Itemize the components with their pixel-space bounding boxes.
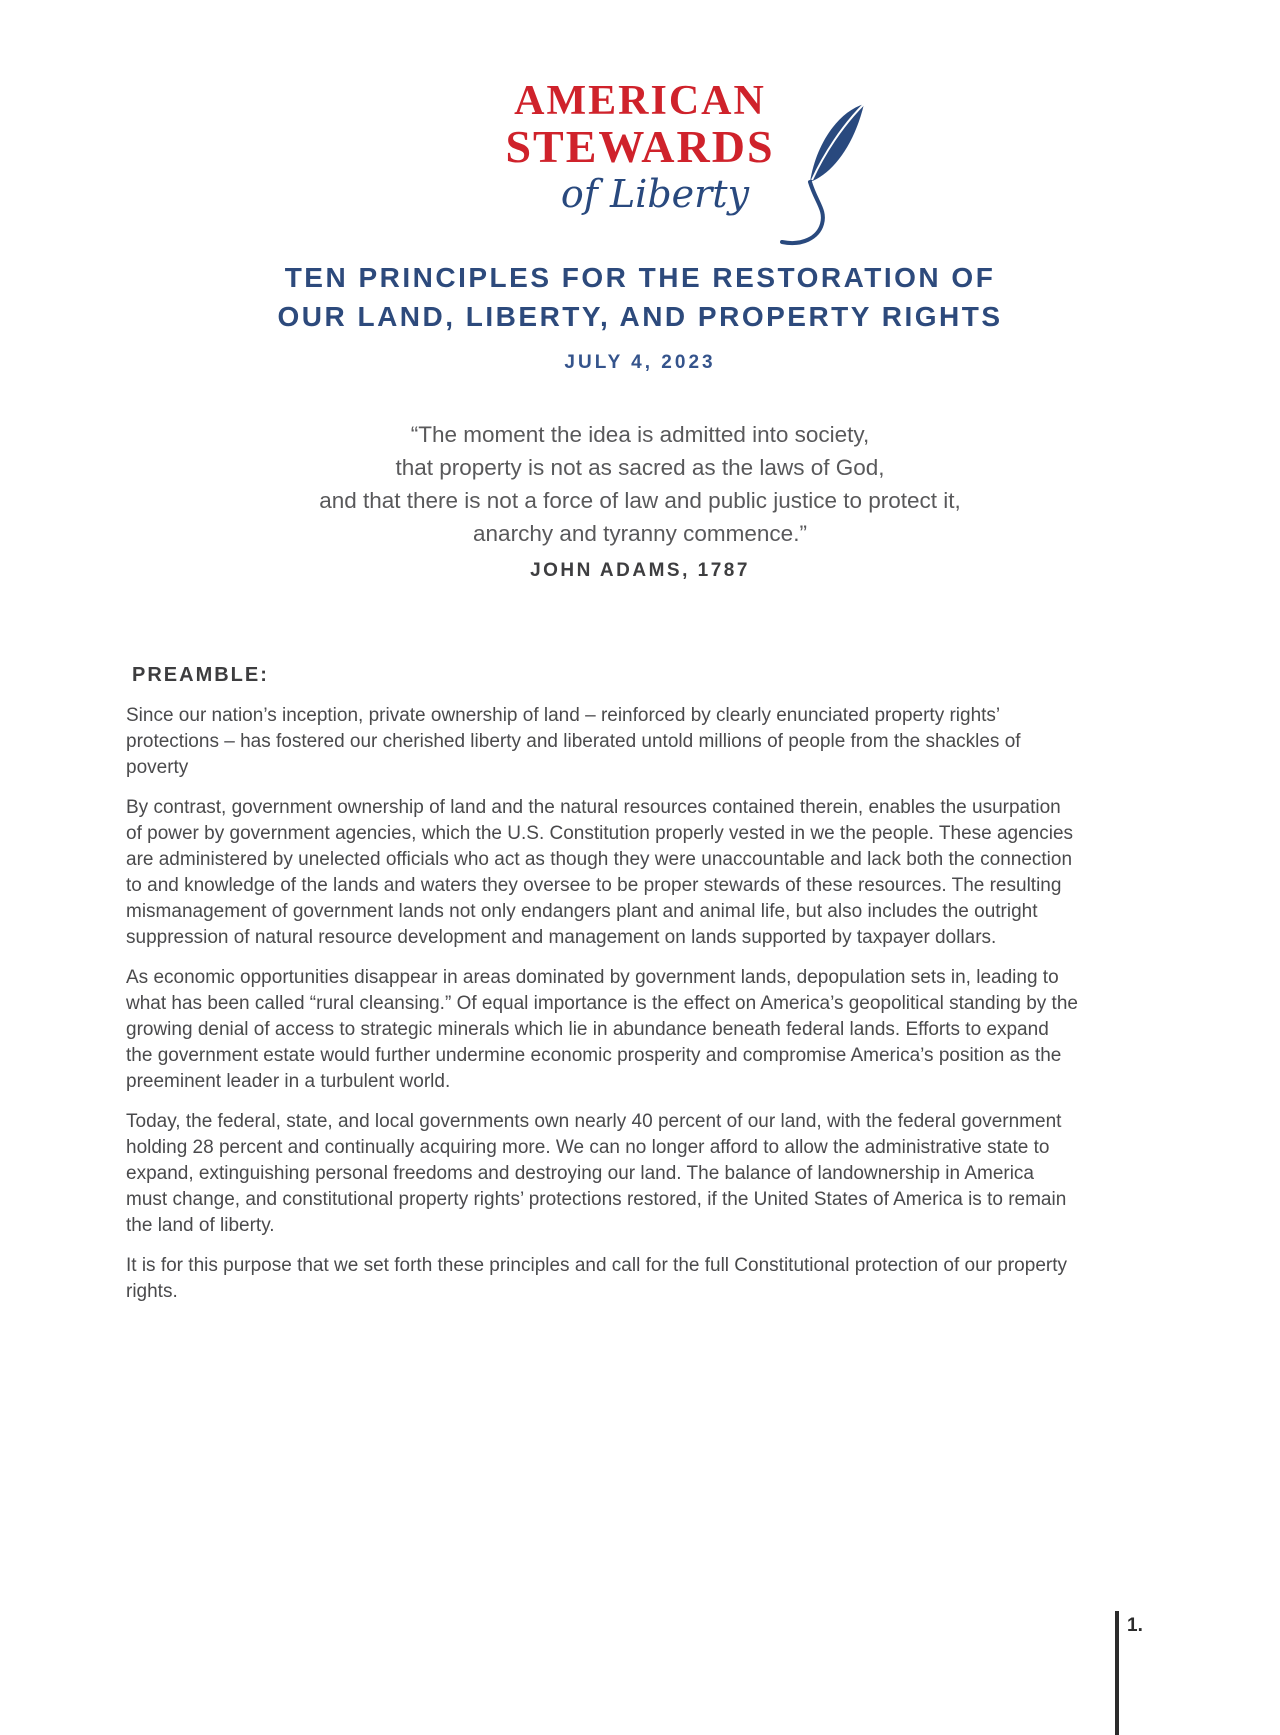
quote-line: that property is not as sacred as the laws of God,	[395, 455, 885, 480]
logo-word-stewards: STEWARDS	[505, 121, 775, 172]
logo-word-american: AMERICAN	[514, 78, 766, 124]
page-title	[0, 258, 1280, 336]
preamble-body	[126, 703, 1078, 1305]
epigraph-quote	[0, 418, 1280, 550]
quote-attribution: JOHN ADAMS, 1787	[530, 560, 750, 581]
preamble-paragraph-1: Since our nation’s inception, private ownership of land – reinforced by clearly enunciated property rights’ protections – has fostered our cherished liberty and liberated untold millions of people from the shackles of poverty	[126, 705, 1021, 778]
quote-line: “The moment the idea is admitted into society,	[410, 422, 870, 447]
footer-divider	[1115, 1611, 1119, 1735]
preamble-paragraph-4: Today, the federal, state, and local governments own nearly 40 percent of our land, with the federal government holding 28 percent and continually acquiring more. We can no longer afford to allow the administrative state to expand, extinguishing personal freedoms and destroying our land. The balance of landownership in America must change, and constitutional property rights’ protections restored, if the United States of America is to remain the land of liberty.	[126, 1111, 1067, 1236]
document-page	[0, 78, 1280, 1636]
preamble-paragraph-2: By contrast, government ownership of land and the natural resources contained therein, enables the usurpation of power by government agencies, which the U.S. Constitution properly vested in we the people. These agencies are administered by unelected officials who act as though they were unaccountable and lack both the connection to and knowledge of the lands and waters they oversee to be proper stewards of these resources. The resulting mismanagement of government lands not only endangers plant and animal life, but also includes the outright suppression of natural resource development and management on lands supported by taxpayer dollars.	[126, 797, 1074, 948]
preamble-paragraph-3: As economic opportunities disappear in areas dominated by government lands, depopulation sets in, leading to what has been called “rural cleansing.” Of equal importance is the effect on America’s geopolitical standing by the growing denial of access to strategic minerals which lie in abundance beneath federal lands. Efforts to expand the government estate would further undermine economic prosperity and compromise America’s position as the preeminent leader in a turbulent world.	[126, 967, 1078, 1092]
quote-line: and that there is not a force of law and public justice to protect it,	[319, 488, 961, 513]
feather-quill-icon	[780, 102, 872, 252]
document-date: JULY 4, 2023	[564, 352, 716, 373]
logo	[450, 80, 830, 216]
quote-line: anarchy and tyranny commence.”	[473, 521, 807, 546]
page-number: 1.	[1127, 1615, 1143, 1636]
page-title-line-1: TEN PRINCIPLES FOR THE RESTORATION OF	[284, 262, 996, 293]
page-title-line-2: OUR LAND, LIBERTY, AND PROPERTY RIGHTS	[277, 301, 1003, 332]
logo-script-of-liberty: of Liberty	[560, 172, 750, 216]
preamble-heading: PREAMBLE:	[132, 664, 269, 686]
preamble-paragraph-5: It is for this purpose that we set forth these principles and call for the full Constitutional protection of our property rights.	[126, 1255, 1067, 1302]
